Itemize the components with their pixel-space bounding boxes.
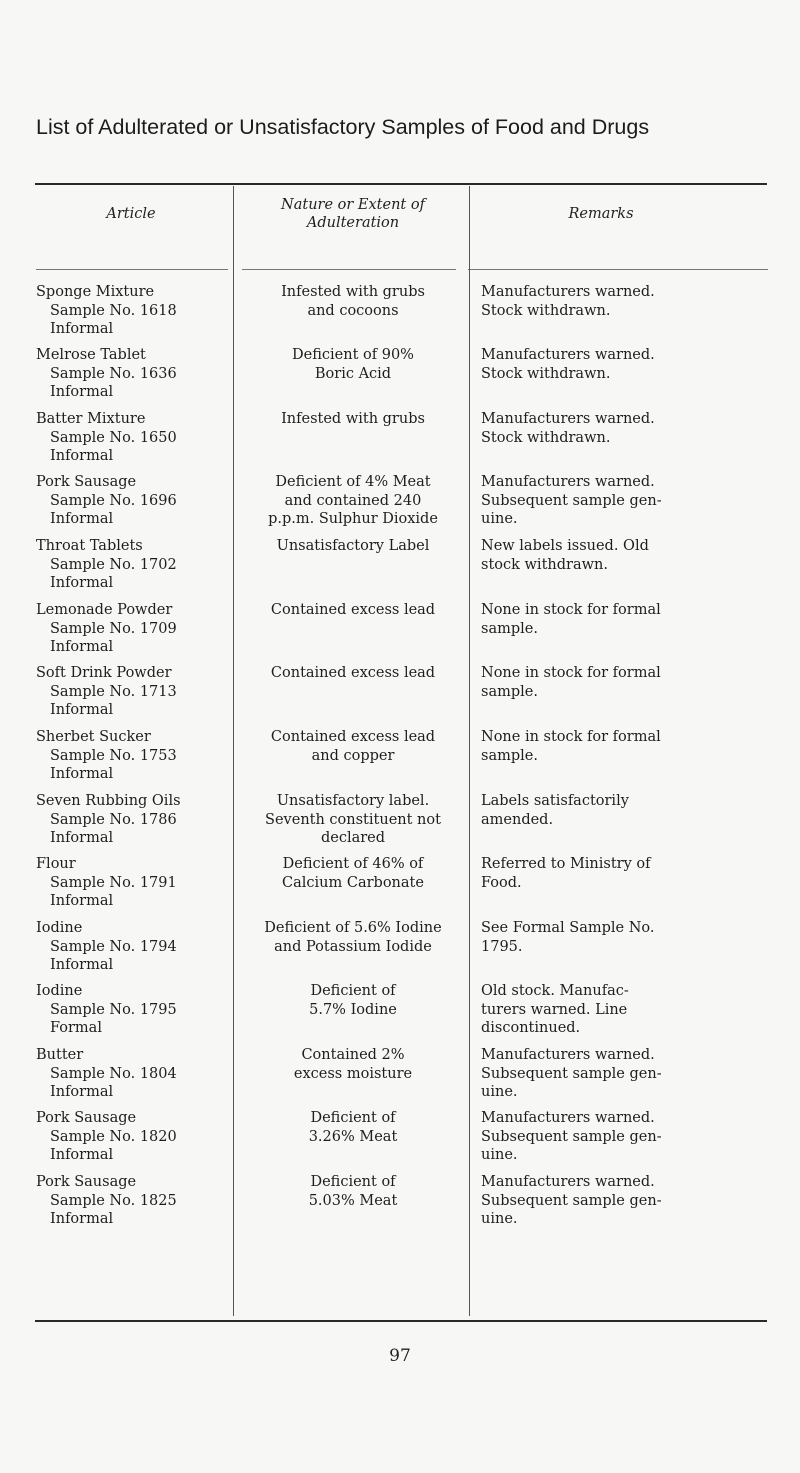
remarks-line: Subsequent sample gen- <box>481 492 662 509</box>
article-line: Informal <box>50 1211 114 1227</box>
remarks-line: Referred to Ministry of <box>481 856 651 872</box>
remarks-line: 1795. <box>481 938 523 955</box>
remarks-line: amended. <box>481 811 554 828</box>
remarks-line: Subsequent sample gen- <box>481 1065 662 1082</box>
row-9-nature <box>238 792 468 848</box>
article-line: Sample No. 1696 <box>50 492 177 509</box>
row-14-remarks <box>481 1109 771 1165</box>
table-top-rule <box>35 183 767 185</box>
header-remarks: Remarks <box>568 206 634 222</box>
article-line: Sherbet Sucker <box>36 729 151 745</box>
row-2-article <box>36 346 241 402</box>
article-line: Informal <box>50 639 114 655</box>
row-1-nature <box>238 283 468 320</box>
remarks-line: None in stock for formal <box>481 729 661 745</box>
article-line: Soft Drink Powder <box>36 665 172 681</box>
header-underline-nature <box>242 269 456 270</box>
remarks-line: stock withdrawn. <box>481 556 608 573</box>
nature-line: Contained excess lead <box>270 729 436 745</box>
page-number: 97 <box>389 1346 411 1366</box>
article-line: Sample No. 1825 <box>50 1192 177 1209</box>
remarks-line: sample. <box>481 620 538 637</box>
article-line: Throat Tablets <box>36 538 143 554</box>
article-line: Informal <box>50 766 114 782</box>
article-line: Pork Sausage <box>36 474 137 490</box>
nature-line: 3.26% Meat <box>308 1128 398 1145</box>
row-3-nature <box>238 410 468 429</box>
article-line: Sample No. 1791 <box>50 874 177 891</box>
nature-line: Deficient of 4% Meat <box>275 474 431 490</box>
nature-line: p.p.m. Sulphur Dioxide <box>268 511 438 527</box>
article-line: Sample No. 1702 <box>50 556 177 573</box>
nature-line: Boric Acid <box>314 365 392 382</box>
remarks-line: discontinued. <box>481 1020 581 1036</box>
article-line: Sample No. 1636 <box>50 365 177 382</box>
nature-line: Deficient of 46% of <box>282 856 424 872</box>
row-10-article <box>36 855 241 911</box>
header-nature-line1: Nature or Extent of <box>281 197 425 213</box>
article-line: Batter Mixture <box>36 411 146 427</box>
row-4-remarks <box>481 473 771 529</box>
nature-line: and contained 240 <box>284 492 422 509</box>
remarks-line: uine. <box>481 511 518 527</box>
nature-line: and Potassium Iodide <box>274 938 432 955</box>
remarks-line: sample. <box>481 747 538 764</box>
row-6-article <box>36 601 241 657</box>
article-line: Sponge Mixture <box>36 284 155 300</box>
article-line: Sample No. 1709 <box>50 620 177 637</box>
row-8-nature <box>238 728 468 765</box>
row-11-nature <box>238 919 468 956</box>
article-line: Informal <box>50 1147 114 1163</box>
remarks-line: Manufacturers warned. <box>481 411 655 427</box>
article-line: Informal <box>50 702 114 718</box>
article-line: Sample No. 1795 <box>50 1001 177 1018</box>
remarks-line: Food. <box>481 874 522 891</box>
remarks-line: Subsequent sample gen- <box>481 1128 662 1145</box>
remarks-line: Stock withdrawn. <box>481 302 611 319</box>
header-underline-remarks <box>468 269 768 270</box>
article-line: Pork Sausage <box>36 1174 137 1190</box>
header-nature-line2: Adulteration <box>306 215 400 231</box>
page-title: List of Adulterated or Unsatisfactory Samples of Food and Drugs <box>36 115 650 139</box>
article-line: Informal <box>50 957 114 973</box>
article-line: Informal <box>50 893 114 909</box>
row-4-nature <box>238 473 468 529</box>
remarks-line: Labels satisfactorily <box>481 793 629 809</box>
nature-line: Deficient of 90% <box>292 347 414 363</box>
row-12-remarks <box>481 982 771 1038</box>
row-7-remarks <box>481 664 771 701</box>
row-2-nature <box>238 346 468 383</box>
row-8-remarks <box>481 728 771 765</box>
nature-line: Deficient of <box>310 1174 396 1190</box>
row-14-nature <box>238 1109 468 1146</box>
nature-line: and copper <box>311 747 395 764</box>
remarks-line: Manufacturers warned. <box>481 1110 655 1126</box>
article-line: Sample No. 1650 <box>50 429 177 446</box>
remarks-line: None in stock for formal <box>481 602 661 618</box>
remarks-line: Manufacturers warned. <box>481 347 655 363</box>
remarks-line: uine. <box>481 1084 518 1100</box>
row-9-article <box>36 792 241 848</box>
article-line: Informal <box>50 830 114 846</box>
row-13-article <box>36 1046 241 1102</box>
article-line: Iodine <box>36 920 83 936</box>
nature-line: Contained excess lead <box>270 665 436 681</box>
row-6-remarks <box>481 601 771 638</box>
article-line: Sample No. 1820 <box>50 1128 177 1145</box>
row-13-nature <box>238 1046 468 1083</box>
nature-line: declared <box>320 830 386 846</box>
article-line: Iodine <box>36 983 83 999</box>
remarks-line: Manufacturers warned. <box>481 1174 655 1190</box>
row-7-article <box>36 664 241 720</box>
remarks-line: Stock withdrawn. <box>481 429 611 446</box>
row-11-remarks <box>481 919 771 956</box>
remarks-line: Manufacturers warned. <box>481 474 655 490</box>
nature-line: Infested with grubs <box>281 284 425 300</box>
remarks-line: None in stock for formal <box>481 665 661 681</box>
header-underline-article <box>36 269 228 270</box>
column-divider-2 <box>469 186 470 1316</box>
header-nature <box>238 196 468 232</box>
nature-line: Contained 2% <box>301 1047 405 1063</box>
row-1-remarks <box>481 283 771 320</box>
article-line: Pork Sausage <box>36 1110 137 1126</box>
nature-line: Calcium Carbonate <box>282 874 424 891</box>
row-6-nature <box>238 601 468 620</box>
nature-line: 5.03% Meat <box>308 1192 398 1209</box>
nature-line: and cocoons <box>307 302 399 319</box>
row-5-article <box>36 537 241 593</box>
nature-line: Unsatisfactory label. <box>276 793 430 809</box>
article-line: Sample No. 1804 <box>50 1065 177 1082</box>
article-line: Lemonade Powder <box>36 602 173 618</box>
table-bottom-rule <box>35 1320 767 1322</box>
nature-line: Seventh constituent not <box>265 811 441 828</box>
nature-line: Deficient of <box>310 983 396 999</box>
row-4-article <box>36 473 241 529</box>
row-1-article <box>36 283 241 339</box>
row-15-remarks <box>481 1173 771 1229</box>
row-3-remarks <box>481 410 771 447</box>
nature-line: Contained excess lead <box>270 602 436 618</box>
remarks-line: sample. <box>481 683 538 700</box>
article-line: Melrose Tablet <box>36 347 146 363</box>
header-article: Article <box>106 206 156 222</box>
article-line: Informal <box>50 1084 114 1100</box>
article-line: Informal <box>50 321 114 337</box>
row-12-nature <box>238 982 468 1019</box>
article-line: Flour <box>36 856 76 872</box>
row-8-article <box>36 728 241 784</box>
remarks-line: Stock withdrawn. <box>481 365 611 382</box>
row-12-article <box>36 982 241 1038</box>
row-11-article <box>36 919 241 975</box>
article-line: Formal <box>50 1020 102 1036</box>
nature-line: excess moisture <box>293 1065 413 1082</box>
row-10-nature <box>238 855 468 892</box>
remarks-line: Subsequent sample gen- <box>481 1192 662 1209</box>
remarks-line: uine. <box>481 1211 518 1227</box>
article-line: Sample No. 1713 <box>50 683 177 700</box>
row-7-nature <box>238 664 468 683</box>
article-line: Sample No. 1753 <box>50 747 177 764</box>
remarks-line: Old stock. Manufac- <box>481 983 629 999</box>
row-15-nature <box>238 1173 468 1210</box>
row-14-article <box>36 1109 241 1165</box>
remarks-line: Manufacturers warned. <box>481 1047 655 1063</box>
remarks-line: New labels issued. Old <box>481 538 649 554</box>
nature-line: Unsatisfactory Label <box>276 538 430 554</box>
row-10-remarks <box>481 855 771 892</box>
article-line: Sample No. 1786 <box>50 811 177 828</box>
nature-line: Deficient of 5.6% Iodine <box>264 920 442 936</box>
remarks-line: Manufacturers warned. <box>481 284 655 300</box>
remarks-line: uine. <box>481 1147 518 1163</box>
article-line: Sample No. 1794 <box>50 938 177 955</box>
row-13-remarks <box>481 1046 771 1102</box>
row-3-article <box>36 410 241 466</box>
nature-line: Deficient of <box>310 1110 396 1126</box>
article-line: Informal <box>50 384 114 400</box>
row-9-remarks <box>481 792 771 829</box>
nature-line: 5.7% Iodine <box>309 1001 397 1018</box>
row-5-nature <box>238 537 468 556</box>
article-line: Informal <box>50 575 114 591</box>
article-line: Informal <box>50 511 114 527</box>
row-5-remarks <box>481 537 771 574</box>
nature-line: Infested with grubs <box>281 411 425 427</box>
remarks-line: turers warned. Line <box>481 1001 628 1018</box>
article-line: Seven Rubbing Oils <box>36 793 181 809</box>
remarks-line: See Formal Sample No. <box>481 920 655 936</box>
article-line: Informal <box>50 448 114 464</box>
row-15-article <box>36 1173 241 1229</box>
article-line: Sample No. 1618 <box>50 302 177 319</box>
article-line: Butter <box>36 1047 84 1063</box>
row-2-remarks <box>481 346 771 383</box>
